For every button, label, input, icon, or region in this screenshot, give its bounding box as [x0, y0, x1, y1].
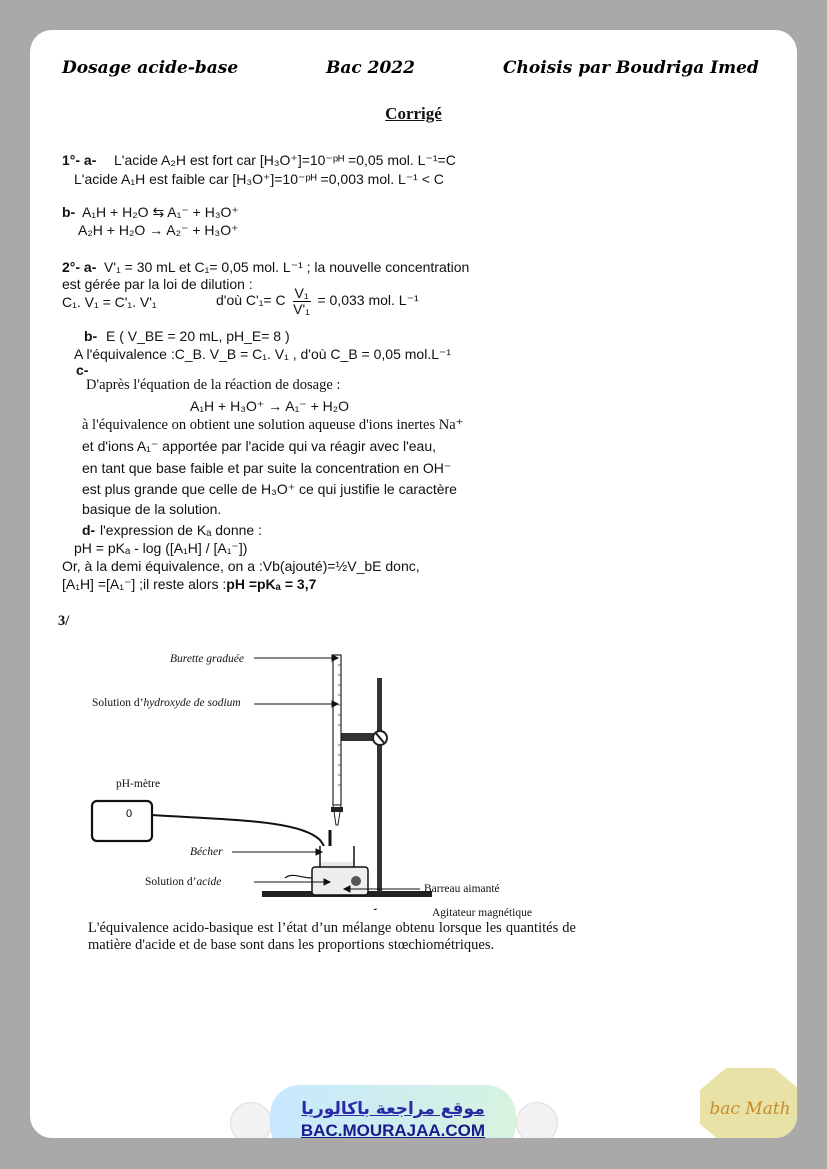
q2c-label: c- [76, 362, 89, 378]
q2a-result-prefix: d'où C'₁= C [216, 292, 286, 309]
site-banner-link[interactable] [270, 1085, 516, 1138]
fraction-denominator: V'₁ [293, 301, 310, 317]
q2a-line2: est gérée par la loi de dilution : [62, 276, 253, 292]
equivalence-definition: L'équivalence acido-basique est l’état d’un mélange obtenu lorsque les quantités de matière d'acide et de base sont dans les proportions stœchiométriques. [88, 920, 576, 953]
header-subject: Dosage acide-base [62, 58, 239, 78]
page-title: Corrigé [385, 104, 442, 123]
fraction-numerator: V₁ [294, 285, 309, 301]
q2a-dilution-law: C₁. V₁ = C'₁. V'₁ [62, 294, 157, 310]
q1b-eq2: A₂H + H₂O → A₂⁻ + H₃O⁺ [78, 222, 239, 238]
banner-url: BAC.MOURAJAA.COM [300, 1121, 486, 1138]
q2c-line5: est plus grande que celle de H₃O⁺ ce qui justifie le caractère [82, 481, 457, 497]
titration-diagram [30, 610, 797, 910]
label-barreau: Barreau aimanté [424, 883, 500, 895]
q2c-line1: D'après l'équation de la réaction de dosage : [86, 377, 341, 393]
q1a-label: 1°- a- [62, 152, 97, 168]
stand-rod [377, 678, 382, 892]
q1a-line1: L'acide A₂H est fort car [H₃O⁺]=10⁻ᵖᴴ =0,05 mol. L⁻¹=C [114, 152, 456, 168]
header-author: Choisis par Boudriga Imed [503, 58, 759, 78]
q2b-label: b- [84, 328, 98, 344]
probe-cable [152, 815, 330, 878]
q2a-label: 2°- a- [62, 259, 97, 275]
q2b-line1: E ( V_BE = 20 mL, pH_E= 8 ) [106, 328, 290, 344]
dilution-fraction [293, 286, 311, 317]
left-site-logo [230, 1102, 272, 1138]
q2c-line6: basique de la solution. [82, 501, 222, 517]
banner-arabic-title: موقع مراجعة باكالوريا [301, 1099, 485, 1119]
label-acid-prefix: Solution d’ [145, 876, 197, 888]
label-becher: Bécher [190, 846, 223, 858]
label-ph-meter: pH-mètre [116, 778, 161, 790]
document-page [30, 30, 797, 1138]
q1b-label: b- [62, 204, 76, 220]
label-naoh [92, 697, 241, 709]
q2d-result: pH =pKₐ = 3,7 [226, 576, 317, 592]
q2c-line2: à l'équivalence on obtient une solution aqueuse d'ions inertes Na⁺ [82, 417, 464, 433]
q2d-line1: l'expression de Kₐ donne : [100, 522, 262, 538]
header-exam: Bac 2022 [326, 58, 415, 78]
q1b-eq1: A₁H + H₂O ⇆ A₁⁻ + H₃O⁺ [82, 204, 239, 220]
q2c-line3: et d'ions A₁⁻ apportée par l'acide qui va réagir avec l'eau, [82, 438, 437, 454]
q3-label: 3/ [58, 613, 70, 629]
label-agitateur: Agitateur magnétique [432, 907, 532, 919]
q2d-label: d- [82, 522, 96, 538]
q2a-result [216, 286, 419, 317]
q2c-line4: en tant que base faible et par suite la concentration en OH⁻ [82, 460, 452, 476]
q2d-line2: pH = pKₐ - log ([A₁H] / [A₁⁻]) [74, 540, 248, 556]
q2d-line3: Or, à la demi équivalence, on a :Vb(ajouté)=½V_bE donc, [62, 558, 420, 574]
burette-stopcock [331, 807, 343, 812]
label-burette: Burette graduée [170, 653, 244, 665]
label-acid [145, 876, 221, 888]
q1a-line2: L'acide A₁H est faible car [H₃O⁺]=10⁻ᵖᴴ =0,003 mol. L⁻¹ < C [74, 171, 444, 187]
ph-meter-display: 0 [126, 808, 133, 820]
q2d-line4-text: [A₁H] =[A₁⁻] ;il reste alors : [62, 576, 227, 592]
label-naoh-prefix: Solution d’ [92, 697, 144, 709]
q2d-line4 [62, 576, 316, 592]
label-acid-name: acide [196, 876, 222, 888]
burette-tube [333, 655, 341, 805]
q2b-line2: A l'équivalence :C_B. V_B = C₁. V₁ , d'où C_B = 0,05 mol.L⁻¹ [74, 346, 452, 362]
stirrer-knob [351, 876, 361, 886]
q2a-line1: V'₁ = 30 mL et C₁= 0,05 mol. L⁻¹ ; la nouvelle concentration [104, 259, 470, 275]
stirrer-cable [285, 875, 312, 878]
right-site-logo [516, 1102, 558, 1138]
q2a-result-value: = 0,033 mol. L⁻¹ [317, 292, 419, 309]
bac-math-logo [698, 1066, 797, 1138]
ph-meter-box [92, 801, 152, 841]
q2c-equation: A₁H + H₃O⁺ → A₁⁻ + H₂O [190, 398, 350, 414]
logo-text: bac Math [709, 1099, 791, 1119]
label-naoh-name: hydroxyde de sodium [143, 697, 241, 709]
